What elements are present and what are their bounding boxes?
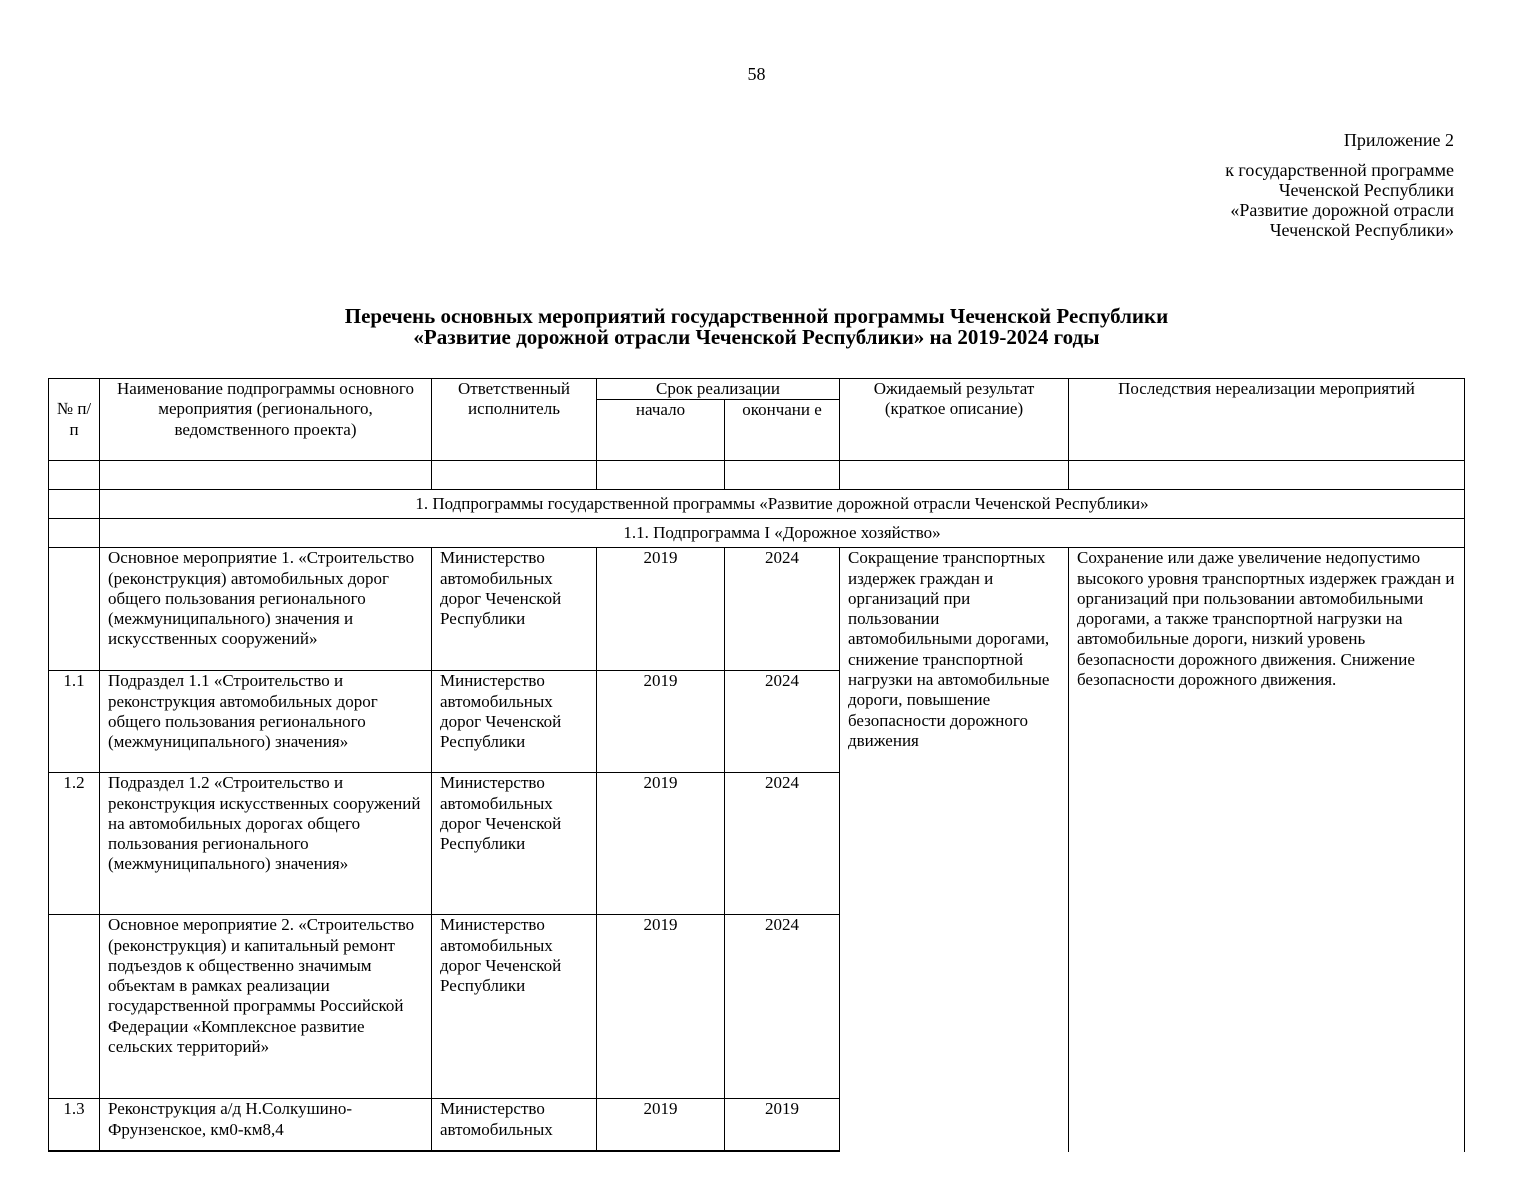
row-name: Основное мероприятие 2. «Строительство (реконструкция) и капитальный ремонт подъездов к общественно значимым объектам в рамках реализации государственной программы Российской Федерации «Комплексное развитие сельских территорий»: [100, 915, 432, 1099]
appendix-block: [1225, 130, 1454, 240]
empty-row: [49, 461, 1465, 490]
section-heading-1: 1. Подпрограммы государственной программы «Развитие дорожной отрасли Чеченской Республики»: [100, 490, 1465, 519]
header-executor: Ответственный исполнитель: [432, 379, 597, 461]
header-num: № п/п: [49, 379, 100, 461]
row-start: 2019: [597, 1099, 725, 1151]
row-start: 2019: [597, 671, 725, 773]
header-start: начало: [597, 400, 725, 461]
row-start: 2019: [597, 548, 725, 671]
row-executor: Министерство автомобильных дорог Чеченской Республики: [432, 915, 597, 1099]
row-num: [49, 548, 100, 671]
row-name: Реконструкция а/д Н.Солкушино-Фрунзенское, км0-км8,4: [100, 1099, 432, 1151]
section-heading-1-1: 1.1. Подпрограмма I «Дорожное хозяйство»: [100, 519, 1465, 548]
page-number: 58: [747, 64, 766, 84]
activities-table: [48, 378, 1465, 1152]
row-executor: Министерство автомобильных дорог Чеченской Республики: [432, 773, 597, 915]
title-line-1: Перечень основных мероприятий государственной программы Чеченской Республики: [344, 304, 1169, 328]
consequences: Сохранение или даже увеличение недопустимо высокого уровня транспортных издержек граждан и организаций при пользовании автомобильными дорогами, а также транспортной нагрузки на автомобильные дороги, низкий уровень безопасности дорожного движения. Снижение безопасности дорожного движения.: [1069, 548, 1465, 1152]
title-line-2: «Развитие дорожной отрасли Чеченской Республики» на 2019-2024 годы: [413, 325, 1100, 349]
header-end: окончани е: [725, 400, 840, 461]
row-num: [49, 915, 100, 1099]
appendix-line: к государственной программе: [1225, 160, 1454, 180]
row-num: 1.3: [49, 1099, 100, 1151]
row-end: 2019: [725, 1099, 840, 1151]
row-end: 2024: [725, 548, 840, 671]
row-num: 1.1: [49, 671, 100, 773]
header-consequences: Последствия нереализации мероприятий: [1069, 379, 1465, 461]
row-end: 2024: [725, 915, 840, 1099]
row-end: 2024: [725, 671, 840, 773]
appendix-title: Приложение 2: [1343, 130, 1454, 150]
row-name: Подраздел 1.1 «Строительство и реконструкция автомобильных дорог общего пользования регионального (межмуниципального) значения»: [100, 671, 432, 773]
header-period: Срок реализации: [597, 379, 840, 400]
row-end: 2024: [725, 773, 840, 915]
row-start: 2019: [597, 915, 725, 1099]
row-executor: Министерство автомобильных: [432, 1099, 597, 1151]
header-result: Ожидаемый результат (краткое описание): [840, 379, 1069, 461]
table-row: [49, 548, 1465, 671]
row-name: Основное мероприятие 1. «Строительство (реконструкция) автомобильных дорог общего пользования регионального (межмуниципального) значения и искусственных сооружений»: [100, 548, 432, 671]
appendix-line: Чеченской Республики»: [1269, 220, 1454, 240]
document-title: [0, 306, 1513, 348]
row-num: 1.2: [49, 773, 100, 915]
appendix-line: «Развитие дорожной отрасли: [1230, 200, 1454, 220]
row-executor: Министерство автомобильных дорог Чеченской Республики: [432, 548, 597, 671]
row-start: 2019: [597, 773, 725, 915]
expected-result: Сокращение транспортных издержек граждан и организаций при пользовании автомобильными дорогами, снижение транспортной нагрузки на автомобильные дороги, повышение безопасности дорожного движения: [840, 548, 1069, 1152]
row-executor: Министерство автомобильных дорог Чеченской Республики: [432, 671, 597, 773]
header-name: Наименование подпрограммы основного мероприятия (регионального, ведомственного проекта): [100, 379, 432, 461]
row-name: Подраздел 1.2 «Строительство и реконструкция искусственных сооружений на автомобильных дорогах общего пользования регионального (межмуниципального) значения»: [100, 773, 432, 915]
appendix-line: Чеченской Республики: [1278, 180, 1454, 200]
